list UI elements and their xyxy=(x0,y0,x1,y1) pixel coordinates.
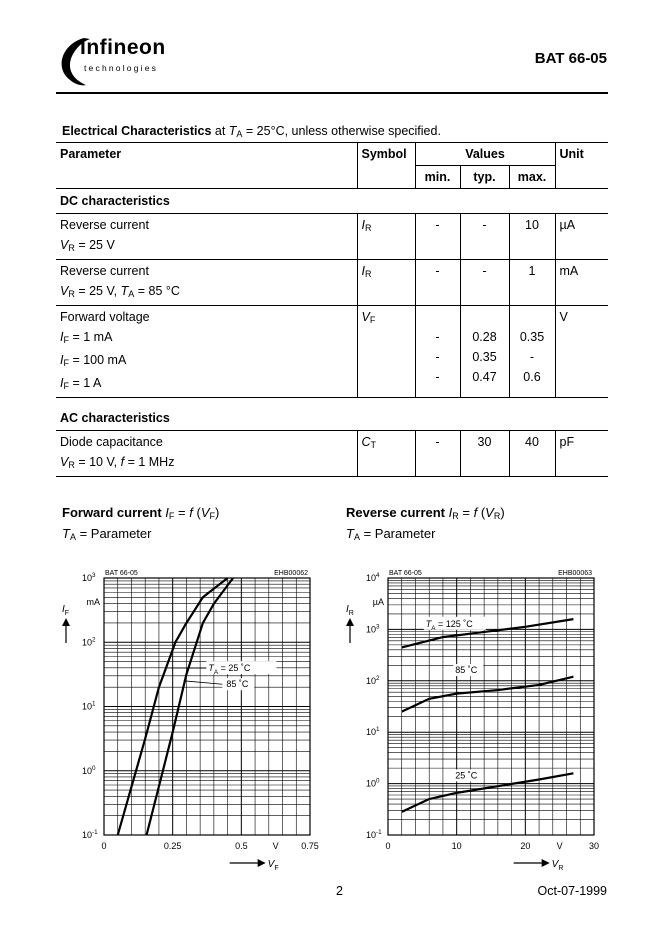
caption-v: V xyxy=(485,505,494,520)
chart-title: BAT 66-05 xyxy=(105,570,138,577)
y-tick-label: $10^0$ xyxy=(366,777,380,789)
series-label-25c: 25 ˚C xyxy=(455,770,478,781)
y-tick-label: $10^1$ xyxy=(366,726,380,738)
caption-func: f xyxy=(473,505,478,520)
y-tick-label: $10^3$ xyxy=(82,572,96,583)
y-tick-label: $10^2$ xyxy=(366,674,380,686)
forward-current-chart xyxy=(56,565,336,875)
typ-cell: - xyxy=(460,260,509,306)
caption-f: F xyxy=(168,511,175,521)
x-unit-label: V xyxy=(556,841,563,851)
y-unit-label: mA xyxy=(86,597,100,607)
ac-section: AC characteristics xyxy=(56,398,608,431)
min-cell: - xyxy=(415,260,460,306)
right-caption-line1 xyxy=(346,505,505,521)
param-cell xyxy=(56,306,357,398)
y-axis-arrow-icon xyxy=(346,618,354,626)
y-axis-arrow-icon xyxy=(62,618,70,626)
col-symbol: Symbol xyxy=(357,143,415,189)
cond-v: V xyxy=(60,238,69,252)
caption-paren-close: ) xyxy=(215,505,220,520)
right-caption-line2 xyxy=(346,526,505,542)
x-tick-label: 0.75 xyxy=(301,841,319,851)
param-label: Forward voltage xyxy=(60,310,150,324)
electrical-characteristics-table xyxy=(56,142,608,477)
col-typ: typ. xyxy=(460,166,509,189)
param-condition xyxy=(60,373,353,396)
series-leader-line xyxy=(184,681,223,684)
unit-cell: mA xyxy=(555,260,608,306)
unit-cell: pF xyxy=(555,431,608,477)
x-tick-label: 0.5 xyxy=(235,841,248,851)
table-title-a: A xyxy=(236,129,243,139)
chart-code: EHB00063 xyxy=(558,570,592,577)
x-axis-arrow-icon xyxy=(258,859,266,867)
max-cell: 1 xyxy=(509,260,555,306)
caption-paren: ( xyxy=(192,505,201,520)
caption-r: R xyxy=(452,511,459,521)
caption-t: T xyxy=(346,526,354,541)
caption-func: f xyxy=(189,505,193,520)
cond-i: I xyxy=(60,330,64,344)
min-value: - xyxy=(435,350,440,364)
chart-title: BAT 66-05 xyxy=(389,570,422,577)
param-label: Diode capacitance xyxy=(60,435,163,449)
symbol-cell xyxy=(357,431,415,477)
cond-v: V xyxy=(60,455,69,469)
typ-value: 0.47 xyxy=(472,370,497,384)
typ-value: 0.35 xyxy=(472,350,497,364)
typ-cell xyxy=(460,306,509,398)
max-value: 0.35 xyxy=(519,330,545,344)
cond-v: V xyxy=(60,284,69,298)
caption-a: A xyxy=(353,532,360,542)
x-tick-label: 0.25 xyxy=(163,841,182,851)
max-value: - xyxy=(529,350,535,364)
caption-f2: F xyxy=(209,511,215,521)
x-axis-arrow-icon xyxy=(542,859,550,867)
series-label-125c: $T_A = 125$ ˚C xyxy=(425,618,473,632)
cond-f: F xyxy=(63,381,69,391)
series-label-25c: $T_A = 25$ ˚C xyxy=(208,663,251,677)
table-title-t: T xyxy=(228,124,237,138)
max-cell: 10 xyxy=(509,214,555,260)
logo-main: Infineon xyxy=(80,36,166,59)
col-min: min. xyxy=(415,166,460,189)
min-cell: - xyxy=(415,431,460,477)
cond-value: = 1 A xyxy=(68,376,102,390)
x-tick-label: 0 xyxy=(385,841,391,851)
cond-value: = 10 V, xyxy=(74,455,121,469)
chart-code: EHB00062 xyxy=(274,570,308,577)
sym-r: R xyxy=(364,223,372,233)
dc-section-row xyxy=(56,189,608,214)
part-number: BAT 66-05 xyxy=(534,50,607,67)
cond-value: = 1 mA xyxy=(68,330,113,344)
min-value: - xyxy=(435,370,440,384)
dc-section: DC characteristics xyxy=(56,189,608,214)
param-cell xyxy=(56,431,357,477)
sym-i: I xyxy=(361,218,365,232)
table-row xyxy=(56,214,608,260)
plot-frame xyxy=(388,578,594,835)
param-condition xyxy=(60,281,353,304)
right-chart-caption xyxy=(346,505,505,542)
y-tick-label: $10^4$ xyxy=(366,572,380,583)
caption-v: V xyxy=(200,505,210,520)
cond-r: R xyxy=(68,243,75,253)
x-tick-label: 10 xyxy=(451,841,462,851)
cond-r: R xyxy=(68,289,75,299)
cond-f: F xyxy=(63,335,69,345)
typ-value: 0.28 xyxy=(472,330,497,344)
y-tick-label: $10^{-1}$ xyxy=(82,829,98,840)
cond-value: = 25 V xyxy=(74,238,115,252)
caption-paren: ( xyxy=(477,505,486,520)
y-tick-label: $10^3$ xyxy=(366,623,380,635)
logo-sub: technologies xyxy=(84,63,159,73)
left-caption-line2 xyxy=(62,526,219,542)
ac-section-row xyxy=(56,398,608,431)
series-label-85c: 85 ˚C xyxy=(226,679,249,690)
sym-r: R xyxy=(364,269,372,279)
table-row xyxy=(56,306,608,398)
symbol-cell xyxy=(357,260,415,306)
unit-cell: V xyxy=(555,306,608,398)
cond-r: R xyxy=(68,460,75,470)
max-cell: 40 xyxy=(509,431,555,477)
footer-date: Oct-07-1999 xyxy=(537,884,607,898)
table-title xyxy=(62,124,441,139)
x-axis-label: $V_F$ xyxy=(267,859,279,872)
y-tick-label: $10^2$ xyxy=(82,636,96,648)
cond-i: I xyxy=(60,376,64,390)
left-chart-caption xyxy=(62,505,219,542)
y-tick-label: $10^1$ xyxy=(82,700,96,712)
param-condition xyxy=(60,235,353,258)
caption-eq: = xyxy=(458,505,474,520)
param-condition xyxy=(60,327,353,350)
caption-bold: Forward current xyxy=(62,505,166,520)
min-cell: - xyxy=(415,214,460,260)
col-unit: Unit xyxy=(555,143,608,189)
caption-i: I xyxy=(165,505,169,520)
y-axis-label: $I_F$ xyxy=(62,604,70,617)
param-condition xyxy=(60,452,353,475)
caption-paren-close: ) xyxy=(500,505,505,520)
sym-c: C xyxy=(361,435,371,449)
typ-cell: 30 xyxy=(460,431,509,477)
series-line xyxy=(402,677,574,712)
param-cell xyxy=(56,260,357,306)
caption-a: A xyxy=(69,532,76,542)
x-unit-label: V xyxy=(272,841,279,851)
page-number: 2 xyxy=(336,884,343,898)
min-cell xyxy=(415,306,460,398)
col-max: max. xyxy=(509,166,555,189)
symbol-cell xyxy=(357,214,415,260)
max-value: 0.6 xyxy=(523,370,541,384)
y-unit-label: µA xyxy=(372,597,384,607)
x-tick-label: 0 xyxy=(101,841,107,851)
caption-eq: = xyxy=(174,505,190,520)
caption-t: T xyxy=(62,526,70,541)
x-axis-label: $V_R$ xyxy=(551,859,564,872)
sym-f: F xyxy=(369,315,376,325)
table-title-rest: = 25°C, unless otherwise specified. xyxy=(242,124,441,138)
unit-cell: µA xyxy=(555,214,608,260)
sym-v: V xyxy=(361,310,370,324)
caption-param: = Parameter xyxy=(359,526,436,541)
table-row xyxy=(56,260,608,306)
symbol-cell xyxy=(357,306,415,398)
param-label: Reverse current xyxy=(60,264,149,278)
caption-param: = Parameter xyxy=(75,526,152,541)
table-title-bold: Electrical Characteristics xyxy=(62,124,212,138)
cond-freq: = 1 MHz xyxy=(124,455,175,469)
col-values: Values xyxy=(415,143,555,166)
x-tick-label: 20 xyxy=(520,841,531,851)
caption-i: I xyxy=(448,505,453,520)
infineon-logo xyxy=(56,30,166,90)
series-line xyxy=(402,773,574,812)
cond-value: = 100 mA xyxy=(68,353,127,367)
cond-f: f xyxy=(120,455,125,469)
y-tick-label: $10^0$ xyxy=(82,764,96,776)
reverse-current-chart xyxy=(340,565,620,875)
param-label: Reverse current xyxy=(60,218,149,232)
header-rule xyxy=(56,92,608,94)
caption-r2: R xyxy=(493,511,501,521)
series-label-85c: 85 ˚C xyxy=(455,665,478,676)
param-cell xyxy=(56,214,357,260)
table-row xyxy=(56,431,608,477)
param-condition xyxy=(60,350,353,373)
typ-cell: - xyxy=(460,214,509,260)
table-header-row xyxy=(56,143,608,166)
cond-t: T xyxy=(120,284,129,298)
y-tick-label: $10^{-1}$ xyxy=(366,829,382,840)
cond-a: A xyxy=(128,289,135,299)
sym-t: T xyxy=(370,440,377,450)
cond-temp: = 85 °C xyxy=(134,284,180,298)
max-cell xyxy=(509,306,555,398)
y-axis-label: $I_R$ xyxy=(346,604,354,617)
x-tick-label: 30 xyxy=(588,841,600,851)
cond-f: F xyxy=(63,358,69,368)
col-parameter: Parameter xyxy=(56,143,357,189)
table-title-at: at xyxy=(211,124,229,138)
caption-bold: Reverse current xyxy=(346,505,449,520)
cond-value: = 25 V, xyxy=(74,284,121,298)
cond-i: I xyxy=(60,353,64,367)
min-value: - xyxy=(435,330,440,344)
left-caption-line1 xyxy=(62,505,219,521)
sym-i: I xyxy=(361,264,365,278)
